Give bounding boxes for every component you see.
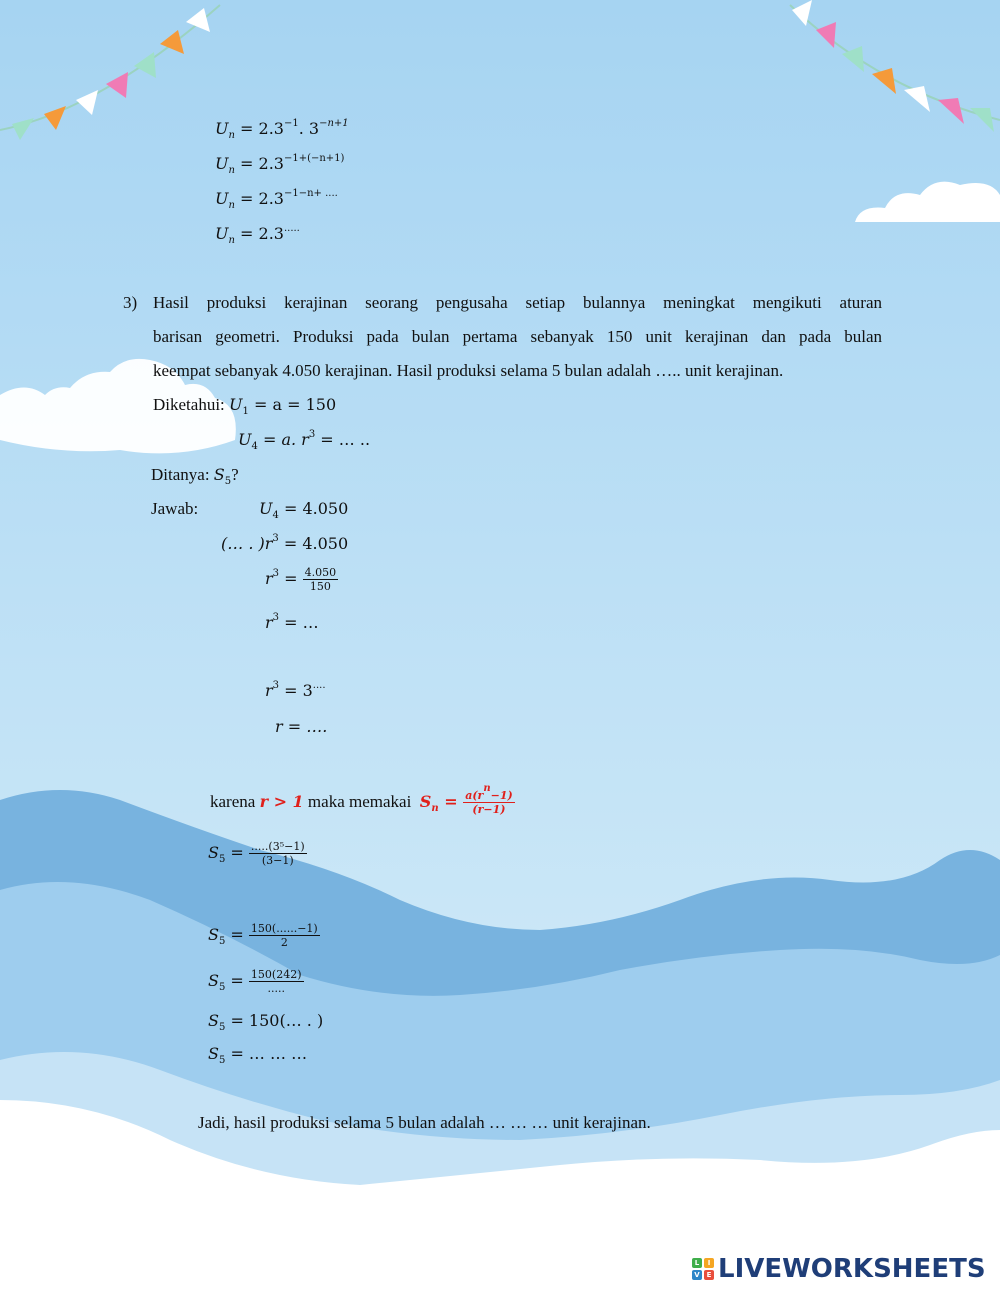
top-line-1-rhs: = 2.3 xyxy=(240,119,284,138)
top-line-2 xyxy=(215,153,344,175)
top-line-2-rhs: = 2.3 xyxy=(240,154,284,173)
answer-label: Jawab: xyxy=(151,499,199,518)
step-1-value: = 4.050 xyxy=(283,499,349,518)
formula-denominator: (r−1) xyxy=(472,803,506,816)
s5-subscript: 5 xyxy=(224,476,232,487)
step-4 xyxy=(265,612,319,634)
top-line-4-exp: ..... xyxy=(283,223,300,234)
step-2 xyxy=(221,533,348,555)
step-2-rhs: = 4.050 xyxy=(278,534,349,553)
asked-line xyxy=(151,464,239,486)
s5-subscript: 5 xyxy=(218,1055,226,1066)
s-symbol: S xyxy=(208,843,219,862)
r-symbol: r xyxy=(265,613,273,632)
r-exp: 3 xyxy=(272,612,280,623)
u4-subscript: 4 xyxy=(272,510,279,521)
top-line-3 xyxy=(215,188,338,210)
formula-numerator xyxy=(463,783,515,803)
sum-step-1-fraction xyxy=(249,840,307,867)
karena-condition: r > 1 xyxy=(259,792,304,811)
logo-tiles xyxy=(692,1258,714,1280)
r-symbol: r xyxy=(265,569,273,588)
known-2-tail: = … .. xyxy=(315,430,371,449)
sum-step-4 xyxy=(208,1010,323,1032)
step-5 xyxy=(265,680,326,702)
liveworksheets-logo xyxy=(692,1254,986,1284)
top-line-1-rest: . 3 xyxy=(298,119,320,138)
top-line-4 xyxy=(215,223,300,245)
top-line-3-rhs: = 2.3 xyxy=(240,189,284,208)
u-subscript: n xyxy=(228,165,235,176)
sum-step-2-fraction xyxy=(249,922,320,949)
step-3-numerator: 4.050 xyxy=(304,566,337,579)
top-line-2-exp: −1+(−n+1) xyxy=(283,153,345,164)
known-1-value: = a = 150 xyxy=(253,395,337,414)
u-symbol: U xyxy=(238,430,252,449)
asked-tail: ? xyxy=(231,465,239,484)
s-symbol: S xyxy=(208,971,219,990)
sum-step-4-value: = 150(… . ) xyxy=(230,1011,324,1030)
u-subscript: n xyxy=(228,200,235,211)
u-subscript: n xyxy=(228,235,235,246)
step-5-rhs: = 3 xyxy=(279,681,313,700)
step-6: r = …. xyxy=(275,717,328,736)
s5-subscript: 5 xyxy=(218,936,226,947)
formula-num-tail: −1) xyxy=(490,789,513,802)
problem-line-2: barisan geometri. Produksi pada bulan pertama sebanyak 150 unit kerajinan dan pada bulan xyxy=(153,327,882,346)
s-symbol: S xyxy=(208,1044,219,1063)
step-5-exp: .... xyxy=(312,680,326,691)
known-2-exp: 3 xyxy=(308,429,316,440)
problem-number: 3) xyxy=(123,293,138,312)
r-exp: 3 xyxy=(272,568,280,579)
top-line-3-exp: −1−n+ .... xyxy=(283,188,338,199)
r-exp: 3 xyxy=(272,680,280,691)
step-3-denominator: 150 xyxy=(309,580,331,593)
u1-subscript: 1 xyxy=(242,406,249,417)
logo-tile-e: E xyxy=(704,1270,714,1280)
u-symbol: U xyxy=(215,224,229,243)
conclusion: Jadi, hasil produksi selama 5 bulan adalah … … … unit kerajinan. xyxy=(198,1113,651,1132)
r-symbol: r xyxy=(265,681,273,700)
step-2-lhs: (… . )r xyxy=(221,534,273,553)
known-line-2 xyxy=(238,429,370,451)
karena-prefix: karena xyxy=(210,792,256,811)
s5-subscript: 5 xyxy=(218,854,226,865)
step-3: $r^3$ = $\frac{4.050}{150}$ xyxy=(265,566,337,593)
top-line-1-exp2: −n+1 xyxy=(319,118,349,129)
asked-label: Ditanya: xyxy=(151,465,210,484)
u-symbol: U xyxy=(215,154,229,173)
known-label: Diketahui: xyxy=(153,395,225,414)
sum-formula: $S_n$ = $\frac{a(r^n-1)}{(r-1)}$ xyxy=(419,783,513,816)
top-line-1-exp: −1 xyxy=(283,118,299,129)
u-subscript: n xyxy=(228,130,235,141)
sum-step-2: $S_5$ = $\frac{150(......-1)}{2}$ xyxy=(208,922,318,949)
known-line-1 xyxy=(153,394,336,416)
formula-s-symbol: S xyxy=(419,792,432,811)
u-symbol: U xyxy=(215,189,229,208)
formula-num-exp: n xyxy=(483,783,491,794)
top-line-4-rhs: = 2.3 xyxy=(240,224,284,243)
sum-step-5 xyxy=(208,1043,307,1065)
sum-step-5-value: = … … … xyxy=(230,1044,308,1063)
s5-subscript: 5 xyxy=(218,982,226,993)
formula-n-subscript: n xyxy=(431,803,439,814)
s-symbol: S xyxy=(208,925,219,944)
sum-step-1-numerator: .....(3⁵−1) xyxy=(250,840,305,853)
known-2-value: = a. r xyxy=(262,430,309,449)
logo-tile-v: V xyxy=(692,1270,702,1280)
problem-line-3: keempat sebanyak 4.050 kerajinan. Hasil produksi selama 5 bulan adalah ….. unit kerajinan. xyxy=(153,361,784,380)
step-3-fraction xyxy=(303,566,339,593)
logo-text: LIVEWORKSHEETS xyxy=(718,1254,986,1284)
karena-line xyxy=(210,783,515,816)
u4-subscript: 4 xyxy=(251,441,258,452)
sum-step-3-numerator: 150(242) xyxy=(250,968,302,981)
u-symbol: U xyxy=(229,395,243,414)
problem-line-1: Hasil produksi kerajinan seorang pengusaha setiap bulannya meningkat mengikuti aturan xyxy=(153,293,882,312)
sum-step-3-denominator: ..... xyxy=(267,982,285,995)
karena-middle: maka memakai xyxy=(307,792,412,811)
logo-tile-i: I xyxy=(704,1258,714,1268)
step-1 xyxy=(259,498,348,520)
sum-step-3: $S_5$ = $\frac{150(242)}{.....}$ xyxy=(208,968,302,995)
step-4-rhs: = … xyxy=(279,613,319,632)
sum-step-2-denominator: 2 xyxy=(280,936,288,949)
top-line-1 xyxy=(215,118,349,140)
s-symbol: S xyxy=(208,1011,219,1030)
sum-step-1: $S_5$ = $\frac{\text{.....(3⁵−1)}}{(3-1)}$ xyxy=(208,840,305,867)
logo-tile-l: L xyxy=(692,1258,702,1268)
formula-num-main: a(r xyxy=(465,789,484,802)
u-symbol: U xyxy=(259,499,273,518)
sum-step-3-fraction xyxy=(249,968,304,995)
step-2-exp: 3 xyxy=(272,533,279,544)
s-symbol: S xyxy=(213,465,225,484)
sum-step-1-denominator: (3−1) xyxy=(261,854,294,867)
s5-subscript: 5 xyxy=(218,1022,226,1033)
sum-step-2-numerator: 150(......−1) xyxy=(250,922,318,935)
u-symbol: U xyxy=(215,119,229,138)
